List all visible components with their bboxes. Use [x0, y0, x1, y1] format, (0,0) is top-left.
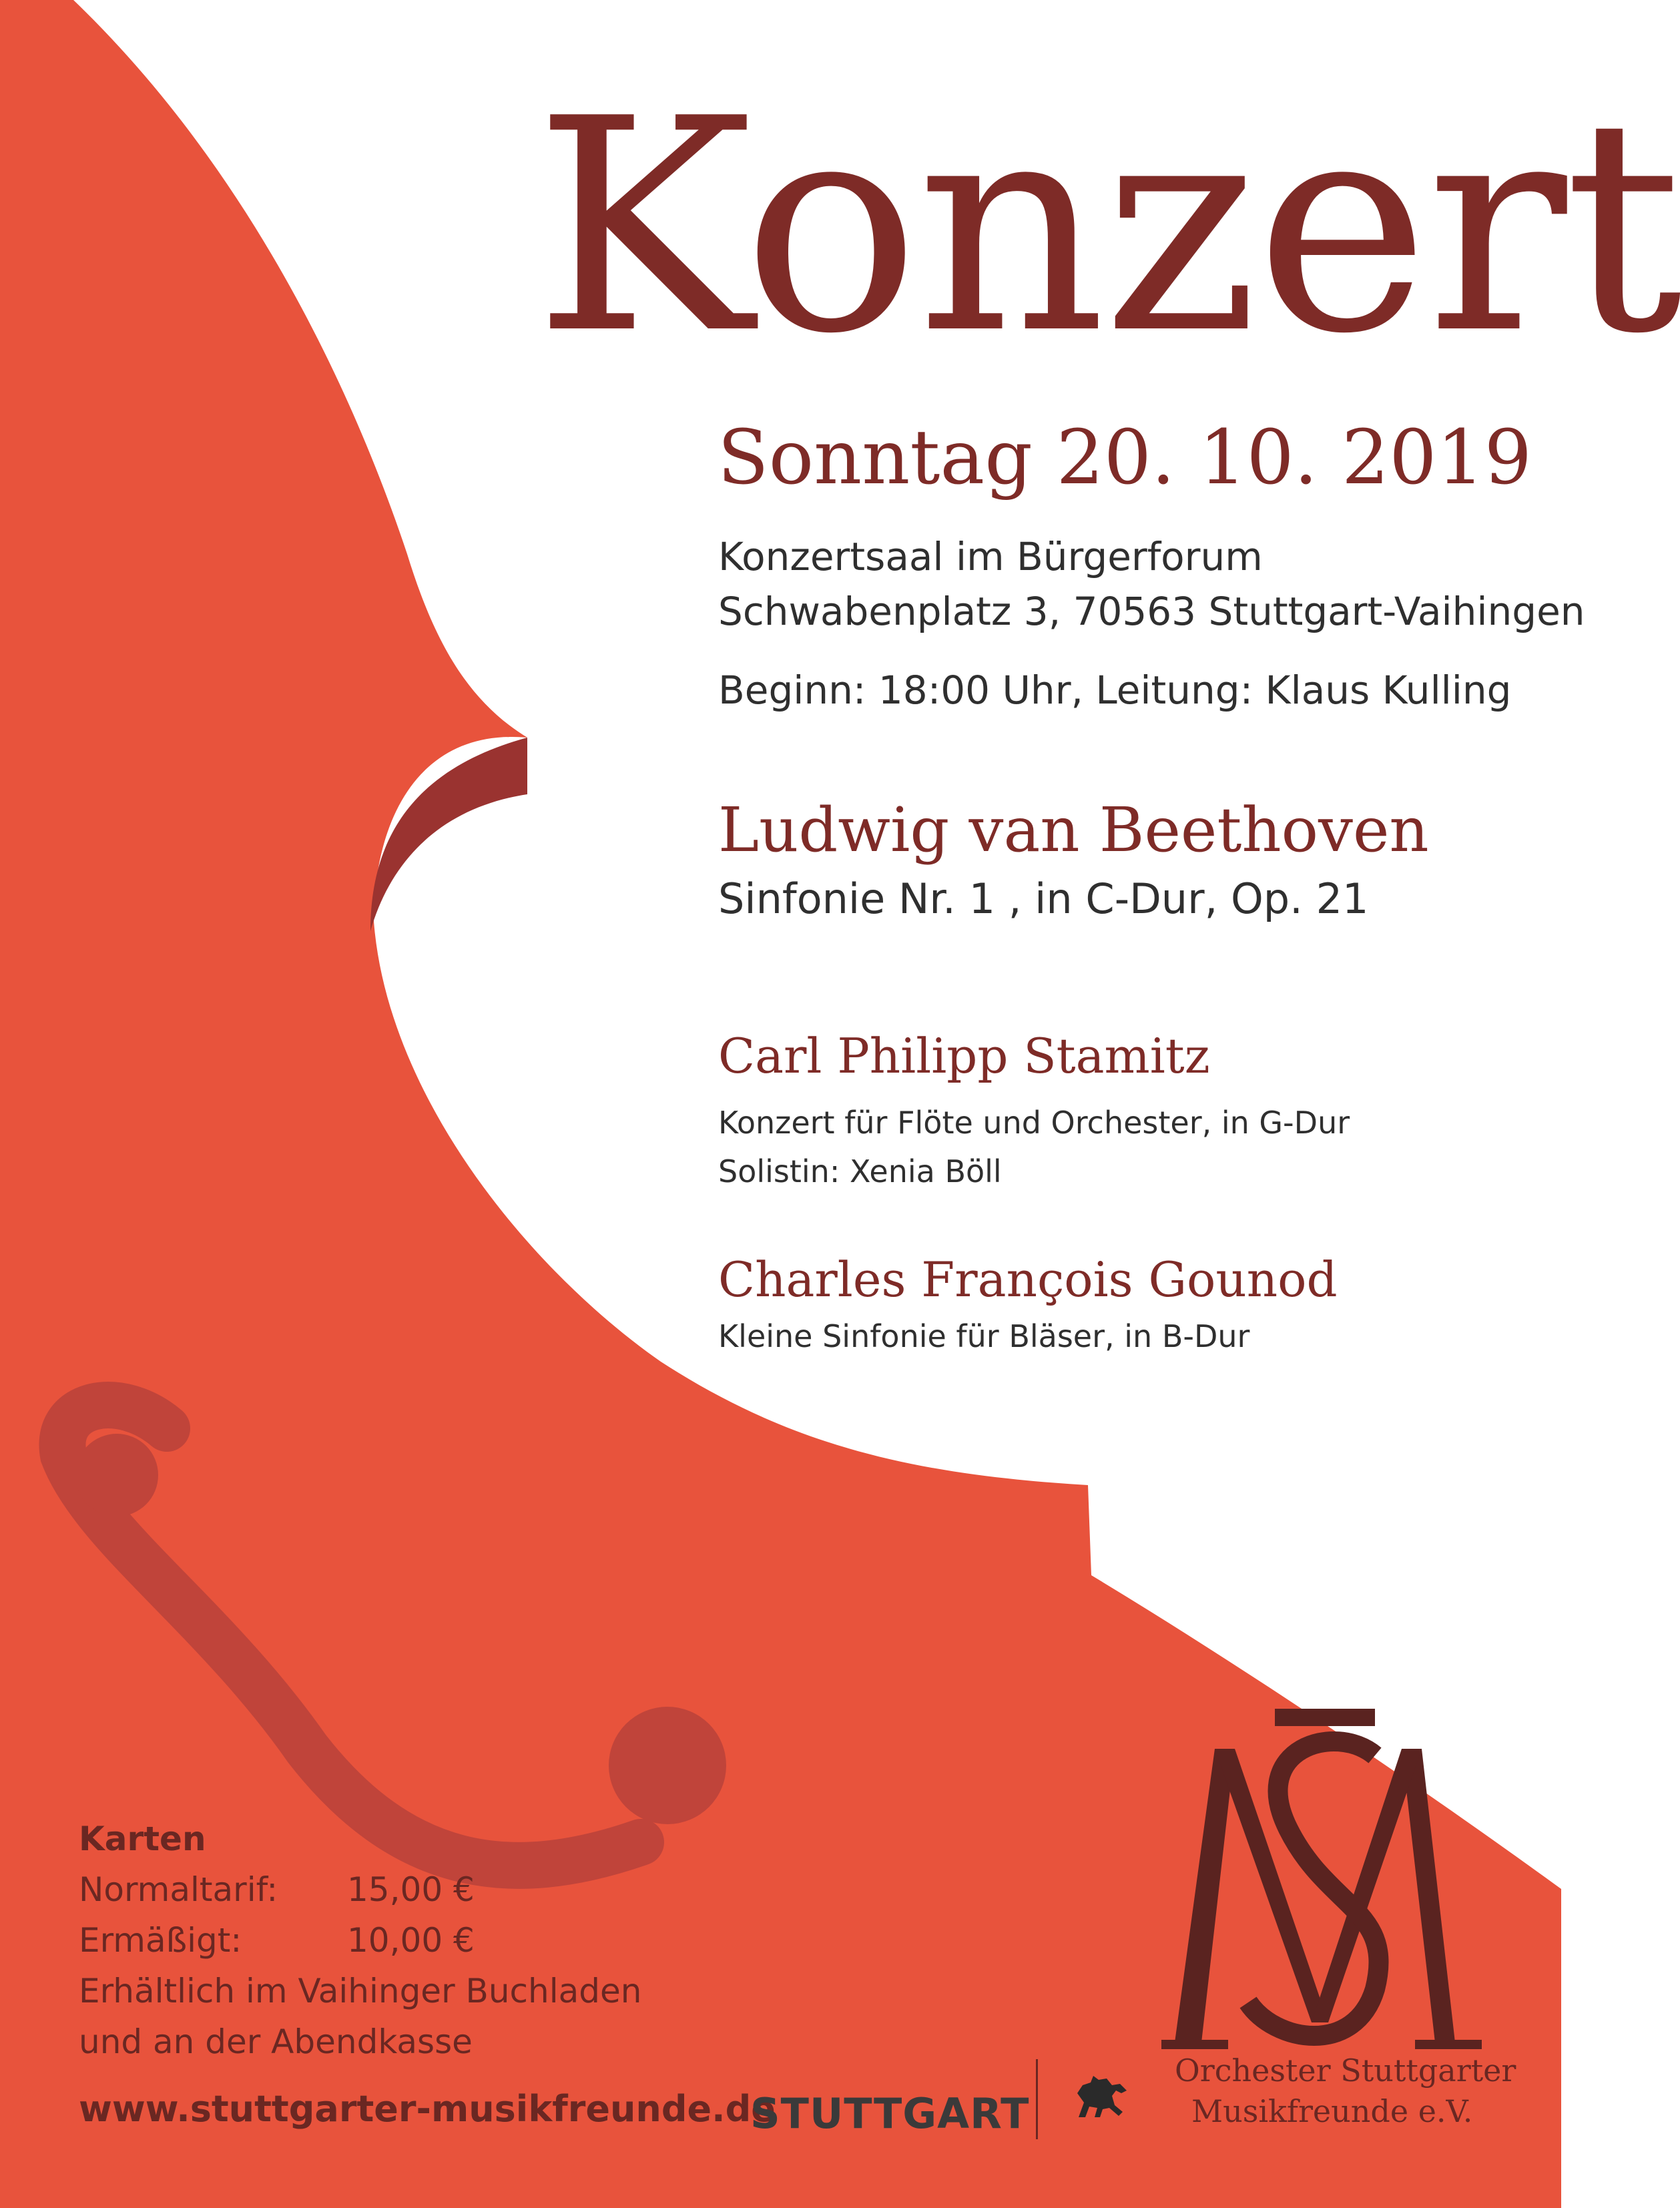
stuttgart-logo-text: STUTTGART — [750, 2089, 1030, 2138]
tickets-heading: Karten — [79, 1820, 206, 1858]
reduced-price-value: 10,00 € — [347, 1921, 475, 1960]
poster-title: Konzert — [534, 56, 1680, 398]
ticket-availability-line1: Erhältlich im Vaihinger Buchladen — [79, 1972, 642, 2010]
work-gounod: Kleine Sinfonie für Bläser, in B-Dur — [718, 1318, 1250, 1354]
composer-gounod: Charles François Gounod — [718, 1252, 1338, 1308]
composer-beethoven: Ludwig van Beethoven — [718, 794, 1429, 866]
concert-date: Sonntag 20. 10. 2019 — [718, 415, 1532, 501]
organizer-name-line1: Orchester Stuttgarter — [1175, 2052, 1516, 2089]
work-beethoven: Sinfonie Nr. 1 , in C-Dur, Op. 21 — [718, 874, 1369, 923]
start-time-conductor: Beginn: 18:00 Uhr, Leitung: Klaus Kulling — [718, 667, 1512, 713]
work-stamitz: Konzert für Flöte und Orchester, in G-Dur — [718, 1105, 1350, 1141]
reduced-price-label: Ermäßigt: — [79, 1921, 242, 1960]
f-hole-top-knob — [75, 1434, 158, 1516]
horse-icon — [1065, 2071, 1132, 2124]
normal-price-value: 15,00 € — [347, 1870, 475, 1909]
ticket-availability-line2: und an der Abendkasse — [79, 2022, 473, 2061]
venue-address: Schwabenplatz 3, 70563 Stuttgart-Vaihingen — [718, 589, 1585, 634]
website-link[interactable]: www.stuttgarter-musikfreunde.de — [79, 2088, 776, 2130]
sponsor-divider — [1036, 2059, 1038, 2139]
normal-price-label: Normaltarif: — [79, 1870, 278, 1909]
venue-name: Konzertsaal im Bürgerforum — [718, 534, 1263, 579]
f-hole-bottom-knob — [609, 1707, 726, 1824]
msm-logo — [1135, 1709, 1508, 2069]
composer-stamitz: Carl Philipp Stamitz — [718, 1028, 1210, 1084]
organizer-name-line2: Musikfreunde e.V. — [1191, 2093, 1473, 2129]
soloist-stamitz: Solistin: Xenia Böll — [718, 1153, 1002, 1189]
